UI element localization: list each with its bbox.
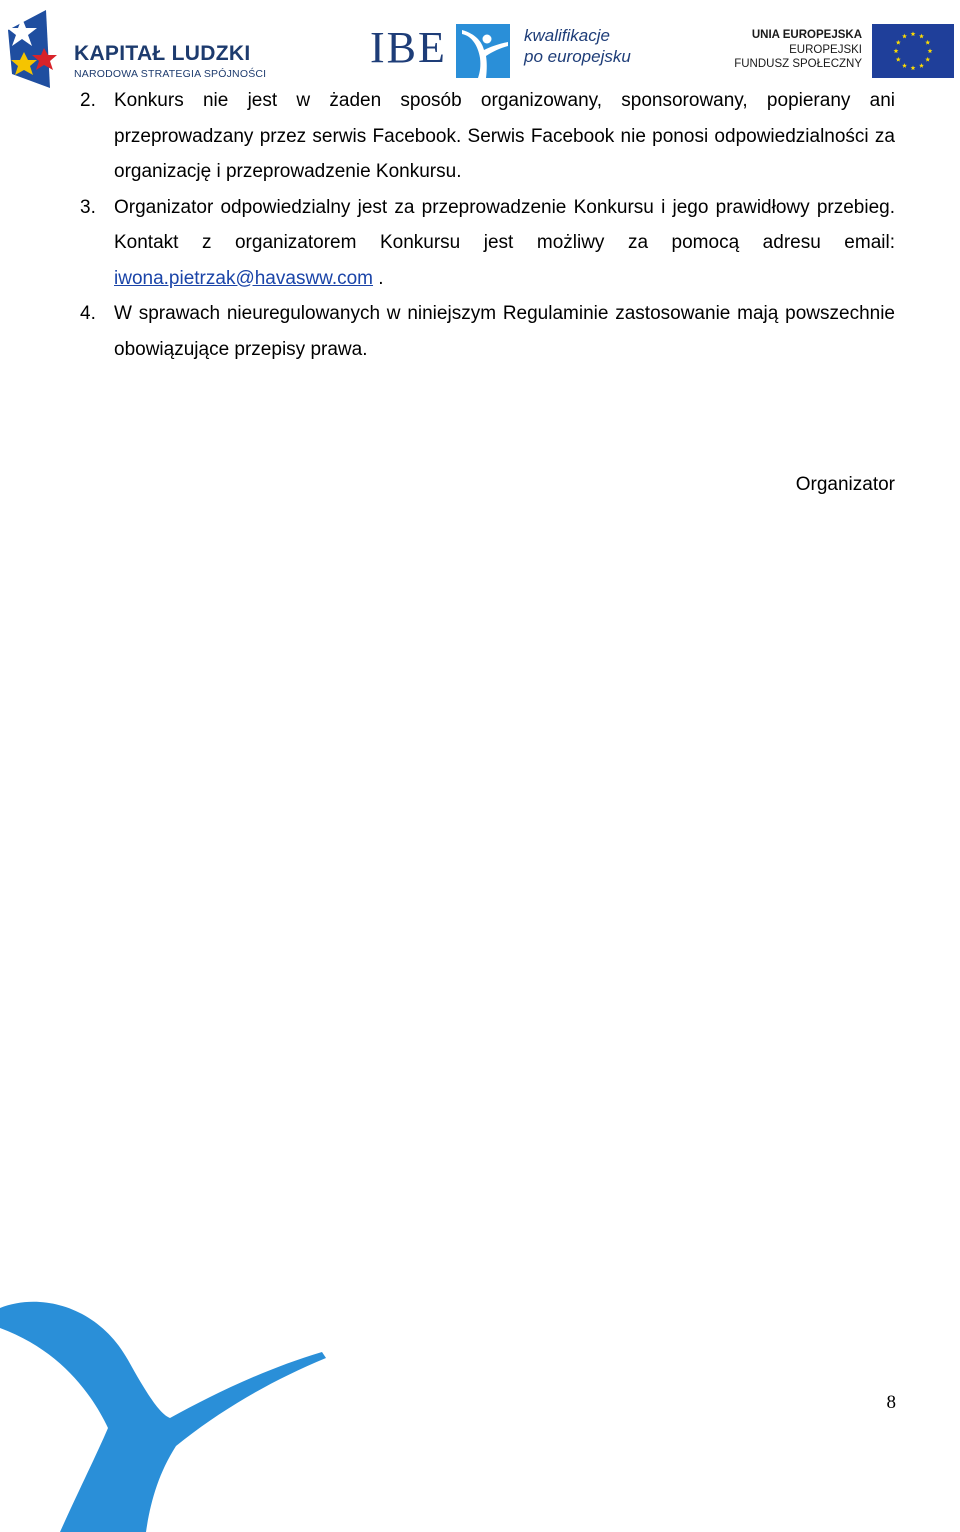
kapital-ludzki-subtitle: NARODOWA STRATEGIA SPÓJNOŚCI bbox=[74, 68, 267, 80]
list-item bbox=[80, 296, 895, 367]
kapital-ludzki-logo bbox=[2, 8, 267, 88]
list-item bbox=[80, 190, 895, 297]
item-number: 3. bbox=[80, 196, 96, 218]
item-text: Konkurs nie jest w żaden sposób organizowany, sponsorowany, popierany ani przeprowadzany przez serwis Facebook. Serwis Facebook nie ponosi odpowiedzialności za organizację i przeprowadzenie Konkursu. bbox=[114, 90, 895, 182]
contact-email-link[interactable]: iwona.pietrzak@havasww.com bbox=[114, 267, 374, 289]
list-item bbox=[80, 83, 895, 190]
eu-flag-icon bbox=[872, 24, 954, 78]
item-number: 4. bbox=[80, 303, 96, 324]
unia-europejska-logo bbox=[734, 22, 958, 80]
kapital-ludzki-title: KAPITAŁ LUDZKI bbox=[74, 42, 251, 65]
ibe-tagline-line2: po europejsku bbox=[524, 47, 631, 66]
item-number: 2. bbox=[80, 90, 96, 111]
ibe-tagline-line1: kwalifikacje bbox=[524, 26, 610, 45]
page-number: 8 bbox=[886, 1392, 896, 1413]
ue-label-line2: EUROPEJSKI bbox=[789, 44, 862, 56]
page-header bbox=[0, 0, 960, 90]
ibe-wordmark: IBE bbox=[370, 23, 447, 72]
ibe-figure-icon bbox=[456, 24, 510, 78]
ibe-figure-watermark-icon bbox=[0, 1296, 330, 1532]
item-text-suffix: . bbox=[373, 267, 384, 289]
item-text: W sprawach nieuregulowanych w niniejszym Regulaminie zastosowanie mają powszechnie obowiązujące przepisy prawa. bbox=[114, 303, 895, 360]
ibe-logo bbox=[370, 20, 640, 80]
ue-label-line3: FUNDUSZ SPOŁECZNY bbox=[734, 58, 862, 70]
ue-label-line1: UNIA EUROPEJSKA bbox=[751, 29, 862, 41]
item-text: Organizator odpowiedzialny jest za przeprowadzenie Konkursu i jego prawidłowy przebieg. Kontakt z organizatorem Konkursu jest możliwy za pomocą adresu email: bbox=[114, 196, 895, 253]
star-icon bbox=[2, 8, 64, 88]
signature: Organizator bbox=[795, 474, 895, 495]
document-body bbox=[80, 83, 895, 367]
